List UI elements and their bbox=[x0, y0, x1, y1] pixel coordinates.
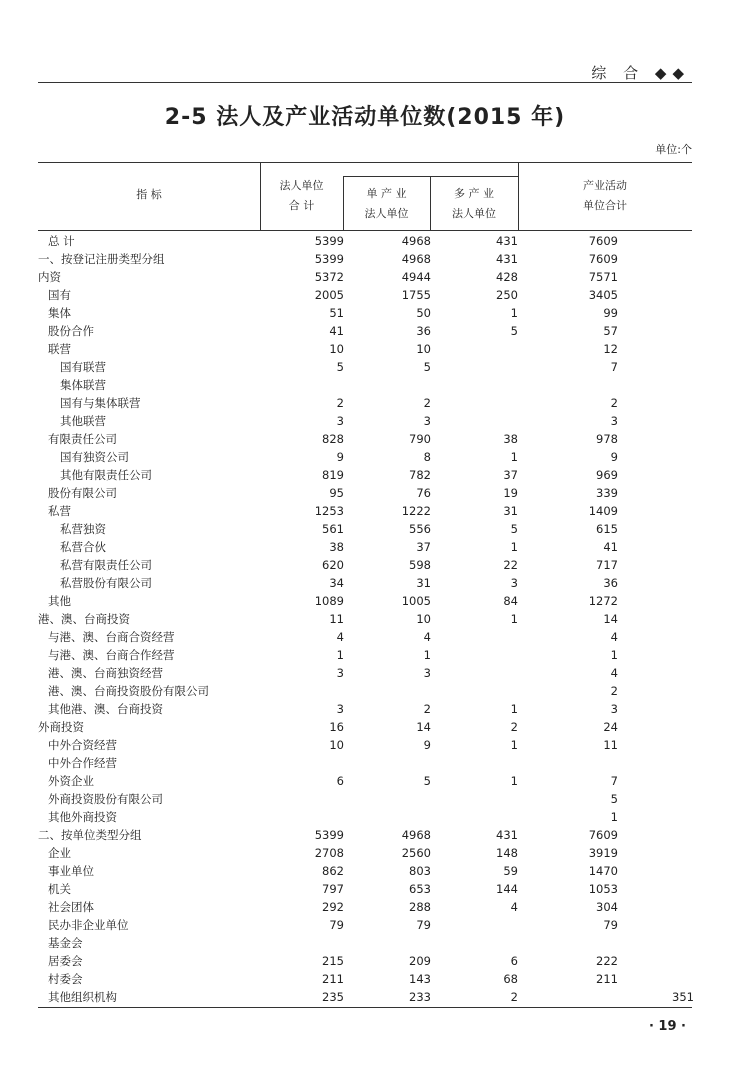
cell-c3: 2 bbox=[510, 720, 518, 734]
cell-c1: 51 bbox=[329, 306, 344, 320]
cell-c1: 292 bbox=[322, 900, 344, 914]
table-row bbox=[38, 574, 692, 592]
cell-c1: 862 bbox=[322, 864, 344, 878]
col-indicator: 指 标 bbox=[136, 188, 162, 201]
cell-c4: 1470 bbox=[588, 864, 618, 878]
cell-c3: 3 bbox=[510, 576, 518, 590]
row-label: 联营 bbox=[48, 342, 71, 356]
cell-c4: 4 bbox=[610, 666, 618, 680]
cell-c2: 5 bbox=[423, 774, 431, 788]
cell-c4: 211 bbox=[596, 972, 618, 986]
col-legal-total-1: 法人单位 bbox=[279, 179, 324, 192]
row-label: 民办非企业单位 bbox=[48, 918, 129, 932]
row-label: 外商投资股份有限公司 bbox=[48, 792, 163, 806]
cell-c1: 620 bbox=[322, 558, 344, 572]
table-row bbox=[38, 412, 692, 430]
row-label: 港、澳、台商投资 bbox=[38, 612, 130, 626]
cell-c4: 7 bbox=[610, 360, 618, 374]
table-row bbox=[38, 628, 692, 646]
cell-c2: 9 bbox=[423, 738, 431, 752]
cell-c4: 36 bbox=[603, 576, 618, 590]
cell-c3: 5 bbox=[510, 324, 518, 338]
cell-c1: 9 bbox=[336, 450, 344, 464]
table-row bbox=[38, 556, 692, 574]
table-row bbox=[38, 970, 692, 988]
row-label: 机关 bbox=[48, 882, 71, 896]
cell-c4: 1409 bbox=[588, 504, 618, 518]
row-label: 国有联营 bbox=[60, 360, 106, 374]
cell-c2: 5 bbox=[423, 360, 431, 374]
table-row bbox=[38, 754, 692, 772]
cell-c4: 222 bbox=[596, 954, 618, 968]
cell-c2: 3 bbox=[423, 414, 431, 428]
cell-c1: 2005 bbox=[314, 288, 344, 302]
header-rule bbox=[38, 82, 692, 83]
cell-c4: 2 bbox=[610, 684, 618, 698]
table-row bbox=[38, 430, 692, 448]
cell-c2: 1755 bbox=[401, 288, 431, 302]
row-label: 村委会 bbox=[48, 972, 83, 986]
row-label: 其他外商投资 bbox=[48, 810, 117, 824]
table-row bbox=[38, 898, 692, 916]
row-label: 私营有限责任公司 bbox=[60, 558, 152, 572]
col-activity-2: 单位合计 bbox=[583, 199, 627, 212]
table-row bbox=[38, 916, 692, 934]
cell-c1: 1089 bbox=[314, 594, 344, 608]
cell-c4: 24 bbox=[603, 720, 618, 734]
cell-c4: 7609 bbox=[588, 828, 618, 842]
cell-c1: 1 bbox=[336, 648, 344, 662]
page-title: 2-5 法人及产业活动单位数(2015 年) bbox=[164, 105, 566, 130]
row-label: 港、澳、台商投资股份有限公司 bbox=[48, 684, 209, 698]
cell-c4: 3919 bbox=[588, 846, 618, 860]
row-label: 其他 bbox=[48, 594, 71, 608]
cell-c2: 10 bbox=[416, 612, 431, 626]
cell-c1: 10 bbox=[329, 738, 344, 752]
table-row bbox=[38, 520, 692, 538]
row-label: 外资企业 bbox=[48, 774, 94, 788]
row-label: 外商投资 bbox=[38, 720, 84, 734]
row-label: 股份合作 bbox=[48, 324, 94, 338]
cell-c2: 233 bbox=[409, 990, 431, 1004]
cell-c3: 37 bbox=[503, 468, 518, 482]
cell-c3: 1 bbox=[510, 774, 518, 788]
cell-c1: 3 bbox=[336, 702, 344, 716]
cell-c5: 351 bbox=[672, 990, 694, 1004]
cell-c4: 3 bbox=[610, 414, 618, 428]
page-number: · 19 · bbox=[648, 1019, 686, 1034]
cell-c2: 4968 bbox=[401, 234, 431, 248]
row-label: 国有独资公司 bbox=[60, 450, 129, 464]
table-row bbox=[38, 484, 692, 502]
table-row bbox=[38, 718, 692, 736]
table-row bbox=[38, 772, 692, 790]
table-row bbox=[38, 232, 692, 250]
table-row bbox=[38, 988, 692, 1006]
cell-c1: 5372 bbox=[314, 270, 344, 284]
cell-c3: 5 bbox=[510, 522, 518, 536]
cell-c3: 1 bbox=[510, 450, 518, 464]
cell-c1: 3 bbox=[336, 414, 344, 428]
row-label: 与港、澳、台商合资经营 bbox=[48, 630, 175, 644]
cell-c2: 782 bbox=[409, 468, 431, 482]
row-label: 二、按单位类型分组 bbox=[38, 828, 142, 842]
cell-c3: 19 bbox=[503, 486, 518, 500]
cell-c2: 653 bbox=[409, 882, 431, 896]
row-label: 国有 bbox=[48, 288, 71, 302]
table-row bbox=[38, 538, 692, 556]
col-legal-total-2: 合 计 bbox=[288, 199, 315, 212]
table-row bbox=[38, 736, 692, 754]
table-row bbox=[38, 862, 692, 880]
unit-label: 单位:个 bbox=[655, 143, 692, 156]
cell-c1: 4 bbox=[336, 630, 344, 644]
cell-c1: 34 bbox=[329, 576, 344, 590]
cell-c2: 36 bbox=[416, 324, 431, 338]
cell-c1: 41 bbox=[329, 324, 344, 338]
row-label: 其他港、澳、台商投资 bbox=[48, 702, 163, 716]
cell-c4: 2 bbox=[610, 396, 618, 410]
table-row bbox=[38, 304, 692, 322]
cell-c3: 1 bbox=[510, 738, 518, 752]
table-row bbox=[38, 700, 692, 718]
cell-c1: 5399 bbox=[314, 828, 344, 842]
row-label: 股份有限公司 bbox=[48, 486, 117, 500]
cell-c2: 803 bbox=[409, 864, 431, 878]
table-row bbox=[38, 268, 692, 286]
cell-c1: 211 bbox=[322, 972, 344, 986]
cell-c4: 978 bbox=[596, 432, 618, 446]
cell-c4: 11 bbox=[603, 738, 618, 752]
col-multi-1: 多 产 业 bbox=[454, 187, 494, 200]
cell-c1: 3 bbox=[336, 666, 344, 680]
row-label: 私营股份有限公司 bbox=[60, 576, 152, 590]
cell-c4: 12 bbox=[603, 342, 618, 356]
row-label: 其他联营 bbox=[60, 414, 106, 428]
row-label: 私营合伙 bbox=[60, 540, 106, 554]
table-row bbox=[38, 826, 692, 844]
cell-c3: 4 bbox=[510, 900, 518, 914]
row-label: 港、澳、台商独资经营 bbox=[48, 666, 163, 680]
table-row bbox=[38, 646, 692, 664]
cell-c2: 4968 bbox=[401, 252, 431, 266]
cell-c2: 37 bbox=[416, 540, 431, 554]
table-row bbox=[38, 592, 692, 610]
table-row bbox=[38, 880, 692, 898]
cell-c4: 99 bbox=[603, 306, 618, 320]
cell-c2: 1005 bbox=[401, 594, 431, 608]
cell-c3: 2 bbox=[510, 990, 518, 1004]
cell-c2: 2560 bbox=[401, 846, 431, 860]
cell-c2: 790 bbox=[409, 432, 431, 446]
row-label: 中外合资经营 bbox=[48, 738, 117, 752]
row-label: 其他有限责任公司 bbox=[60, 468, 152, 482]
cell-c2: 2 bbox=[423, 396, 431, 410]
row-label: 与港、澳、台商合作经营 bbox=[48, 648, 175, 662]
table-row bbox=[38, 610, 692, 628]
cell-c1: 38 bbox=[329, 540, 344, 554]
cell-c2: 556 bbox=[409, 522, 431, 536]
row-label: 居委会 bbox=[48, 954, 83, 968]
cell-c4: 615 bbox=[596, 522, 618, 536]
row-label: 事业单位 bbox=[48, 864, 94, 878]
cell-c2: 2 bbox=[423, 702, 431, 716]
cell-c1: 79 bbox=[329, 918, 344, 932]
cell-c3: 68 bbox=[503, 972, 518, 986]
row-label: 国有与集体联营 bbox=[60, 396, 141, 410]
cell-c1: 6 bbox=[336, 774, 344, 788]
cell-c1: 2708 bbox=[314, 846, 344, 860]
row-label: 有限责任公司 bbox=[48, 432, 117, 446]
table-row bbox=[38, 682, 692, 700]
cell-c4: 1272 bbox=[588, 594, 618, 608]
cell-c4: 969 bbox=[596, 468, 618, 482]
table-row bbox=[38, 286, 692, 304]
table-header bbox=[38, 162, 692, 230]
table-row bbox=[38, 790, 692, 808]
cell-c2: 10 bbox=[416, 342, 431, 356]
cell-c3: 6 bbox=[510, 954, 518, 968]
table-row bbox=[38, 808, 692, 826]
cell-c4: 1 bbox=[610, 648, 618, 662]
table-row bbox=[38, 448, 692, 466]
cell-c2: 1222 bbox=[401, 504, 431, 518]
cell-c1: 10 bbox=[329, 342, 344, 356]
cell-c1: 11 bbox=[329, 612, 344, 626]
cell-c2: 3 bbox=[423, 666, 431, 680]
cell-c2: 50 bbox=[416, 306, 431, 320]
row-label: 总 计 bbox=[48, 234, 75, 248]
cell-c4: 3 bbox=[610, 702, 618, 716]
cell-c3: 250 bbox=[496, 288, 518, 302]
cell-c2: 14 bbox=[416, 720, 431, 734]
cell-c3: 1 bbox=[510, 306, 518, 320]
cell-c4: 41 bbox=[603, 540, 618, 554]
cell-c4: 79 bbox=[603, 918, 618, 932]
cell-c4: 9 bbox=[610, 450, 618, 464]
cell-c3: 431 bbox=[496, 234, 518, 248]
cell-c3: 1 bbox=[510, 612, 518, 626]
cell-c2: 79 bbox=[416, 918, 431, 932]
cell-c2: 598 bbox=[409, 558, 431, 572]
cell-c2: 4944 bbox=[401, 270, 431, 284]
cell-c2: 4 bbox=[423, 630, 431, 644]
cell-c4: 4 bbox=[610, 630, 618, 644]
table-row bbox=[38, 664, 692, 682]
cell-c1: 828 bbox=[322, 432, 344, 446]
col-single-2: 法人单位 bbox=[364, 207, 409, 220]
cell-c4: 304 bbox=[596, 900, 618, 914]
col-single-1: 单 产 业 bbox=[366, 187, 407, 200]
col-activity-1: 产业活动 bbox=[583, 179, 627, 192]
row-label: 集体联营 bbox=[60, 378, 106, 392]
table-row bbox=[38, 376, 692, 394]
cell-c2: 1 bbox=[423, 648, 431, 662]
cell-c4: 7 bbox=[610, 774, 618, 788]
cell-c4: 1 bbox=[610, 810, 618, 824]
cell-c2: 8 bbox=[423, 450, 431, 464]
cell-c1: 16 bbox=[329, 720, 344, 734]
cell-c4: 5 bbox=[610, 792, 618, 806]
cell-c3: 431 bbox=[496, 252, 518, 266]
cell-c1: 5399 bbox=[314, 252, 344, 266]
cell-c4: 14 bbox=[603, 612, 618, 626]
cell-c3: 22 bbox=[503, 558, 518, 572]
cell-c3: 84 bbox=[503, 594, 518, 608]
table-row bbox=[38, 466, 692, 484]
cell-c2: 31 bbox=[416, 576, 431, 590]
cell-c4: 7609 bbox=[588, 252, 618, 266]
cell-c1: 1253 bbox=[314, 504, 344, 518]
row-label: 私营 bbox=[48, 504, 71, 518]
cell-c1: 5 bbox=[336, 360, 344, 374]
cell-c2: 4968 bbox=[401, 828, 431, 842]
row-label: 一、按登记注册类型分组 bbox=[38, 252, 165, 266]
table-row bbox=[38, 358, 692, 376]
cell-c2: 288 bbox=[409, 900, 431, 914]
cell-c4: 57 bbox=[603, 324, 618, 338]
col-multi-2: 法人单位 bbox=[452, 207, 496, 220]
row-label: 其他组织机构 bbox=[48, 990, 117, 1004]
table-row bbox=[38, 934, 692, 952]
table-row bbox=[38, 250, 692, 268]
cell-c1: 2 bbox=[336, 396, 344, 410]
cell-c3: 428 bbox=[496, 270, 518, 284]
row-label: 集体 bbox=[48, 306, 71, 320]
row-label: 企业 bbox=[48, 846, 71, 860]
table-row bbox=[38, 502, 692, 520]
cell-c1: 95 bbox=[329, 486, 344, 500]
cell-c3: 431 bbox=[496, 828, 518, 842]
row-label: 内资 bbox=[38, 270, 61, 284]
cell-c1: 215 bbox=[322, 954, 344, 968]
cell-c3: 1 bbox=[510, 540, 518, 554]
row-label: 社会团体 bbox=[48, 900, 94, 914]
cell-c3: 148 bbox=[496, 846, 518, 860]
cell-c1: 797 bbox=[322, 882, 344, 896]
cell-c4: 1053 bbox=[588, 882, 618, 896]
cell-c4: 3405 bbox=[588, 288, 618, 302]
cell-c2: 143 bbox=[409, 972, 431, 986]
table-row bbox=[38, 340, 692, 358]
cell-c2: 209 bbox=[409, 954, 431, 968]
table-row bbox=[38, 394, 692, 412]
cell-c1: 819 bbox=[322, 468, 344, 482]
cell-c4: 7609 bbox=[588, 234, 618, 248]
cell-c1: 5399 bbox=[314, 234, 344, 248]
cell-c1: 235 bbox=[322, 990, 344, 1004]
section-header: 综 合 ◆◆ bbox=[591, 64, 690, 82]
cell-c3: 59 bbox=[503, 864, 518, 878]
cell-c4: 717 bbox=[596, 558, 618, 572]
cell-c3: 144 bbox=[496, 882, 518, 896]
table-row bbox=[38, 844, 692, 862]
row-label: 私营独资 bbox=[60, 522, 106, 536]
row-label: 中外合作经营 bbox=[48, 756, 117, 770]
cell-c2: 76 bbox=[416, 486, 431, 500]
cell-c3: 31 bbox=[503, 504, 518, 518]
table-bottom-rule bbox=[38, 1007, 692, 1008]
table-row bbox=[38, 322, 692, 340]
cell-c1: 561 bbox=[322, 522, 344, 536]
table-row bbox=[38, 952, 692, 970]
cell-c4: 339 bbox=[596, 486, 618, 500]
cell-c4: 7571 bbox=[588, 270, 618, 284]
row-label: 基金会 bbox=[48, 936, 83, 950]
cell-c3: 38 bbox=[503, 432, 518, 446]
cell-c3: 1 bbox=[510, 702, 518, 716]
